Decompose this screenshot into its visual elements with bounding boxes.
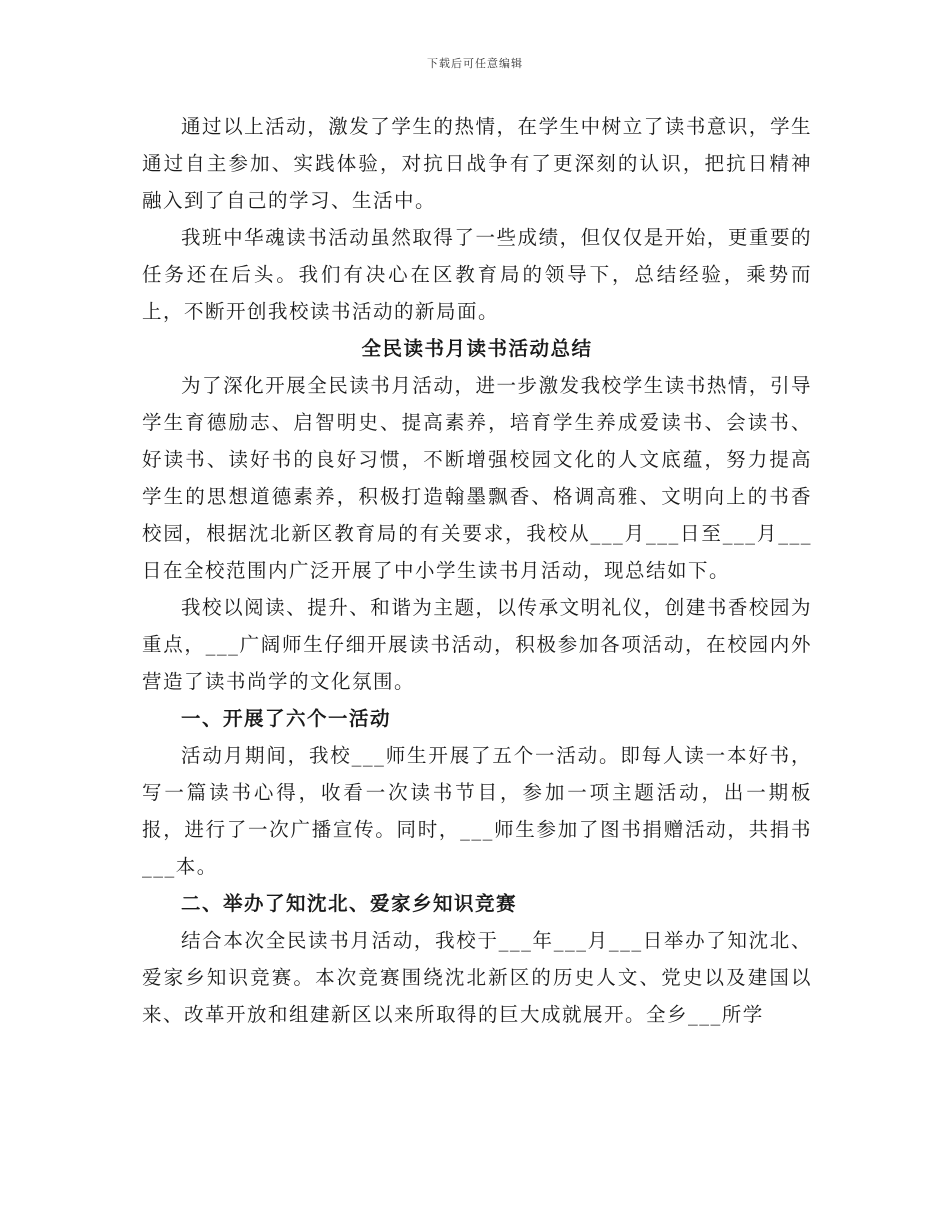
document-body bbox=[142, 108, 812, 1033]
paragraph: 为了深化开展全民读书月活动，进一步激发我校学生读书热情，引导学生育德励志、启智明史、提高素养，培育学生养成爱读书、会读书、好读书、读好书的良好习惯，不断增强校园文化的人文底蕴，努力提高学生的思想道德素养，积极打造翰墨飘香、格调高雅、文明向上的书香校园，根据沈北新区教育局的有关要求，我校从___月___日至___月___日在全校范围内广泛开展了中小学生读书月活动，现总结如下。 bbox=[142, 374, 812, 582]
paragraph: 通过以上活动，激发了学生的热情，在学生中树立了读书意识，学生通过自主参加、实践体验，对抗日战争有了更深刻的认识，把抗日精神融入到了自己的学习、生活中。 bbox=[142, 115, 812, 212]
paragraph: 我班中华魂读书活动虽然取得了一些成绩，但仅仅是开始，更重要的任务还在后头。我们有决心在区教育局的领导下，总结经验，乘势而上，不断开创我校读书活动的新局面。 bbox=[142, 226, 812, 323]
paragraph: 活动月期间，我校___师生开展了五个一活动。即每人读一本好书，写一篇读书心得，收看一次读书节目，参加一项主题活动，出一期板报，进行了一次广播宣传。同时，___师生参加了图书捐赠活动，共捐书___本。 bbox=[142, 744, 812, 878]
paragraph: 我校以阅读、提升、和谐为主题，以传承文明礼仪，创建书香校园为重点，___广阔师生仔细开展读书活动，积极参加各项活动，在校园内外营造了读书尚学的文化氛围。 bbox=[142, 596, 812, 693]
subheading: 二、举办了知沈北、爱家乡知识竞赛 bbox=[181, 892, 518, 915]
section-title: 全民读书月读书活动总结 bbox=[361, 337, 593, 360]
page-header: 下载后可任意编辑 bbox=[427, 57, 523, 70]
paragraph: 结合本次全民读书月活动，我校于___年___月___日举办了知沈北、爱家乡知识竞赛。本次竞赛围绕沈北新区的历史人文、党史以及建国以来、改革开放和组建新区以来所取得的巨大成就展开。全乡___所学 bbox=[142, 929, 812, 1026]
subheading: 一、开展了六个一活动 bbox=[181, 707, 392, 730]
